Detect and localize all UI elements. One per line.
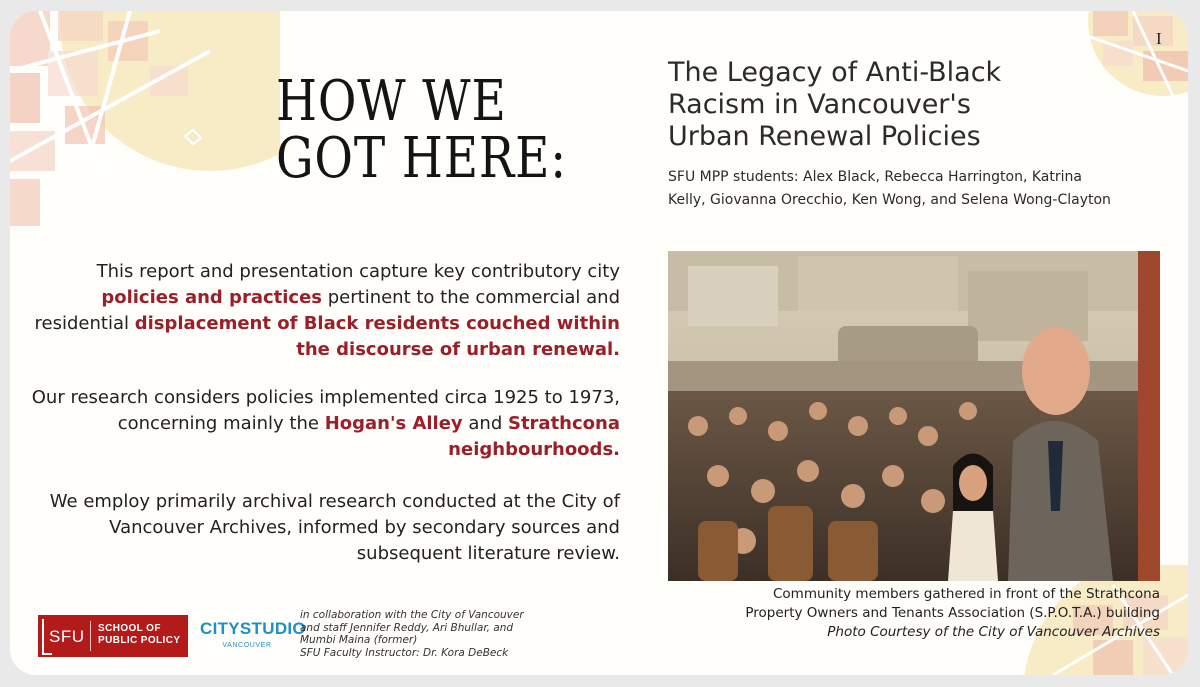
citystudio-logo xyxy=(200,619,306,649)
caption-line-1: Community members gathered in front of the Strathcona xyxy=(773,586,1160,602)
school-line-1: SCHOOL OF xyxy=(98,623,161,634)
slide xyxy=(10,11,1188,675)
intro-paragraph xyxy=(20,259,620,363)
report-title-line-1: The Legacy of Anti-Black xyxy=(668,57,1002,88)
logo-divider xyxy=(90,621,91,651)
intro-highlight-2: displacement of Black residents couched within the discourse of urban renewal. xyxy=(134,313,620,360)
intro-text-2: pertinent to the commercial and residential xyxy=(34,287,620,334)
sfu-logo-text: SFU xyxy=(49,627,85,646)
headline-line-1: HOW WE xyxy=(276,69,507,134)
sfu-school-name xyxy=(98,623,180,647)
school-line-2: PUBLIC POLICY xyxy=(98,635,181,646)
methods-paragraph: We employ primarily archival research conducted at the City of Vancouver Archives, informed by secondary sources and subsequent literature review. xyxy=(49,491,620,564)
report-title xyxy=(668,57,1088,153)
scope-paragraph xyxy=(20,385,620,463)
author-list xyxy=(668,166,1158,212)
collaboration-note xyxy=(300,609,560,659)
photo-caption xyxy=(668,585,1160,642)
collab-line-2: and staff Jennifer Reddy, Ari Bhullar, and xyxy=(300,621,514,634)
caption-line-2: Property Owners and Tenants Association (S.P.O.T.A.) building xyxy=(745,605,1160,621)
scope-text-2: and xyxy=(462,413,508,434)
archival-photo xyxy=(668,251,1160,581)
citystudio-subtitle: VANCOUVER xyxy=(222,642,272,649)
collab-line-3: Mumbi Maina (former) xyxy=(300,634,418,646)
page-number: I xyxy=(1156,29,1162,48)
citystudio-name: CITYSTUDIO xyxy=(200,619,306,638)
map-decoration-top-left xyxy=(10,11,280,226)
scope-highlight-2: Strathcona neighbourhoods. xyxy=(448,413,620,460)
authors-line-2: Kelly, Giovanna Orecchio, Ken Wong, and Selena Wong-Clayton xyxy=(668,192,1111,208)
headline-line-2: GOT HERE: xyxy=(276,126,567,191)
intro-highlight-1: policies and practices xyxy=(101,287,323,308)
photo-credit: Photo Courtesy of the City of Vancouver Archives xyxy=(827,624,1160,640)
collab-line-1: in collaboration with the City of Vancouver xyxy=(300,609,524,621)
report-title-line-2: Racism in Vancouver's xyxy=(668,89,971,120)
map-decoration-top-right xyxy=(1073,11,1188,96)
page-headline xyxy=(276,69,570,191)
sfu-school-of-public-policy-logo xyxy=(38,615,188,657)
authors-line-1: SFU MPP students: Alex Black, Rebecca Harrington, Katrina xyxy=(668,169,1082,185)
scope-highlight-1: Hogan's Alley xyxy=(324,413,463,434)
intro-text-1: This report and presentation capture key contributory city xyxy=(96,261,620,282)
scope-text-1: Our research considers policies implemented circa 1925 to 1973, concerning mainly the xyxy=(31,387,620,434)
collab-line-4: SFU Faculty Instructor: Dr. Kora DeBeck xyxy=(300,646,509,659)
report-title-line-3: Urban Renewal Policies xyxy=(668,121,981,152)
